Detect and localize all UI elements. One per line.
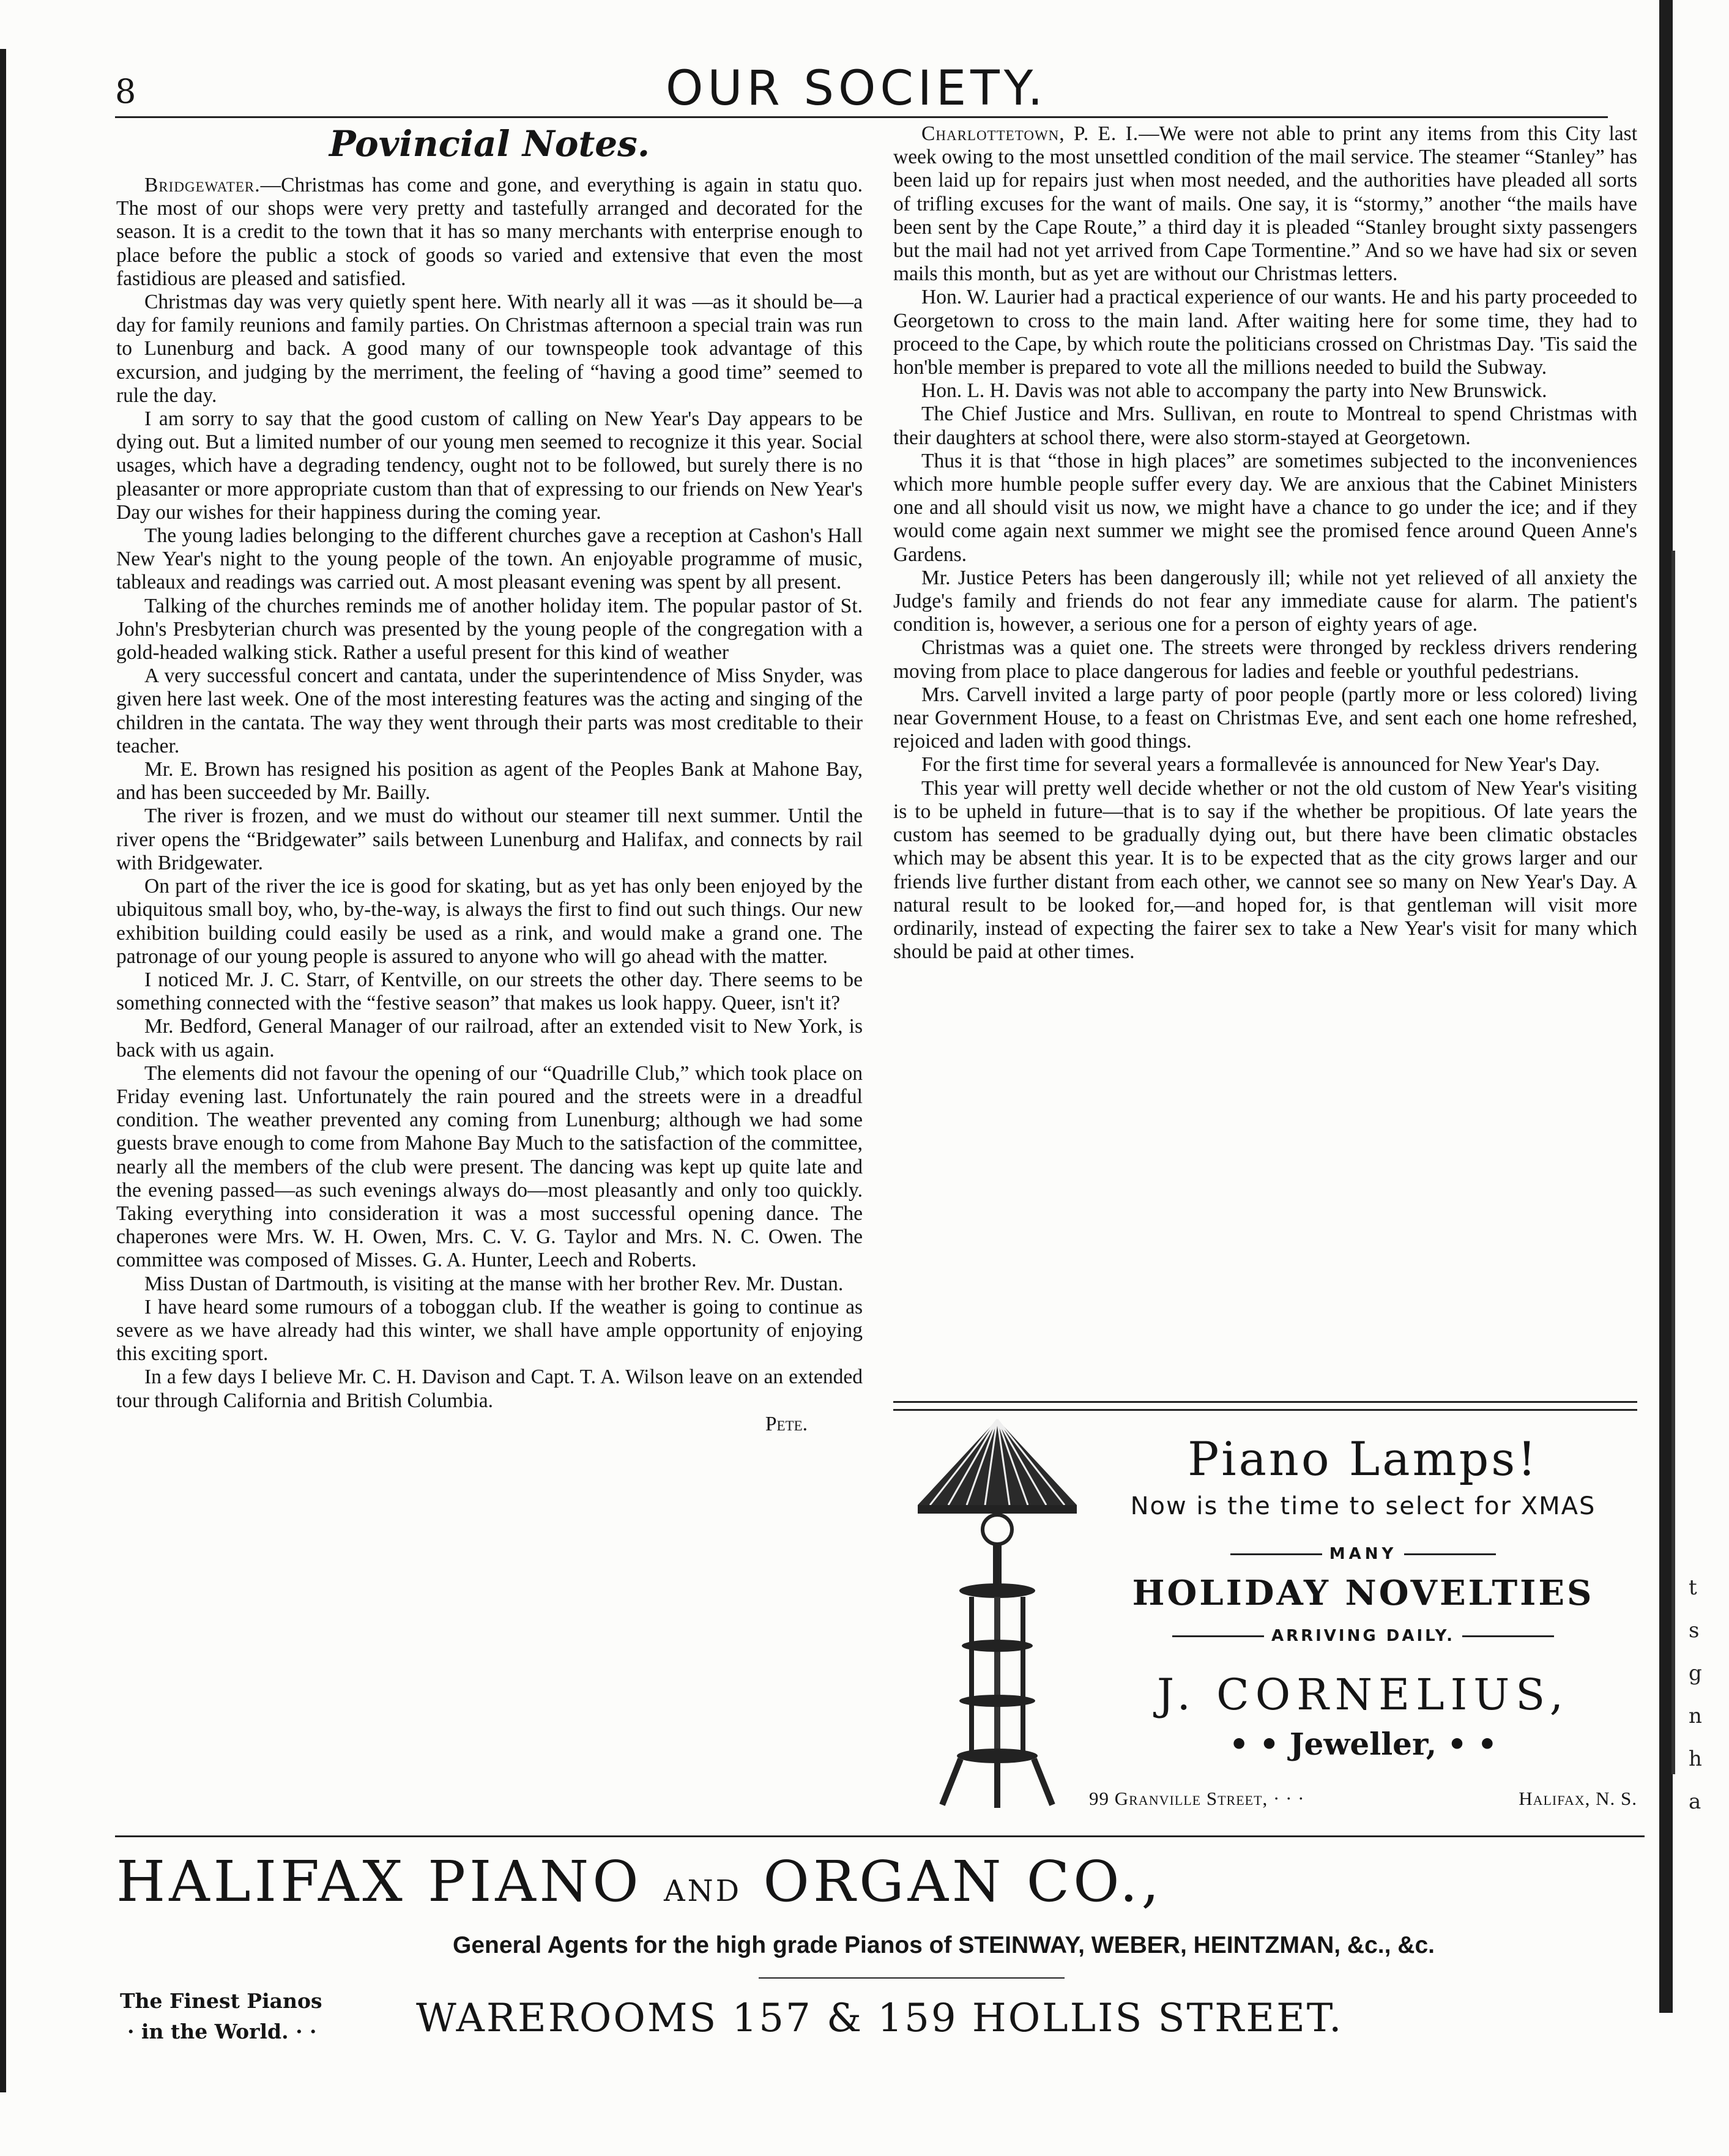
ad-merchant-trade: • • Jeweller, • • (1229, 1726, 1497, 1762)
right-column (893, 122, 1637, 964)
ad-headline: Piano Lamps! (1188, 1432, 1539, 1486)
dateline-place: Bridgewater. (144, 174, 261, 196)
dateline-place: Charlottetown, P. E. I. (921, 122, 1139, 145)
company-name-part: HALIFAX PIANO (116, 1849, 642, 1914)
article-paragraph: Hon. W. Laurier had a practical experience of our wants. He and his party proceeded to Georgetown to cross to the main land. After waiting here for some time, they had to proceed to the Cape, by which route the politicians crossed on Christmas Day. 'Tis said the hon'ble member is prepared to vote all the millions needed to build the Subway. (893, 286, 1637, 379)
margin-letter: n (1689, 1704, 1702, 1728)
finest-pianos-tagline (120, 1986, 322, 2047)
article-paragraph (116, 174, 863, 291)
advertisement-top-rule (893, 1401, 1637, 1411)
article-paragraph: I am sorry to say that the good custom of calling on New Year's Day appears to be dying out. But a limited number of our young men seemed to recognize it this year. Social usages, which have a degrading tendency, ought not to be followed, but surely there is no pleasanter or more appropriate custom than that of expressing to our friends on New Year's Day our wishes for their happiness during the coming year. (116, 407, 863, 524)
footer-divider (759, 1977, 1065, 1979)
article-paragraph: Talking of the churches reminds me of another holiday item. The popular pastor of St. John's Presbyterian church was presented by the young people of the congregation with a gold-headed walking stick. Rather a useful present for this kind of weather (116, 594, 863, 664)
footer-top-rule (115, 1835, 1645, 1837)
section-title: Povincial Notes. (329, 123, 650, 165)
article-paragraph: This year will pretty well decide whether or not the old custom of New Year's visiting is to be upheld in future—that is to say if the whether be propitious. Of late years the custom has seemed to be gradually dying out, but there have been climatic obstacles which may be absent this year. It is to be expected that as the city grows larger and our friends live further distant from each other, we cannot see so many on New Year's Day. A natural result to be looked for,—and hoped for, is that gentleman will visit more ordinarily, instead of expecting the fairer sex to take a New Year's visit for many which should be paid at other times. (893, 776, 1637, 964)
piano-agents-line: General Agents for the high grade Pianos of STEINWAY, WEBER, HEINTZMAN, &c., &c. (453, 1932, 1435, 1958)
paragraph-text: —Christmas has come and gone, and everything is again in statu quo. The most of our shops were very pretty and tastefully arranged and decorated for the season. It is a credit to the town that it has so many merchants with enterprise enough to place before the public a stock of goods so varied and extensive that even the most fastidious are pleased and satisfied. (116, 174, 863, 290)
ornament-dash (1462, 1635, 1554, 1637)
warerooms-address: WAREROOMS 157 & 159 HOLLIS STREET. (416, 1996, 1344, 2041)
article-paragraph: Christmas was a quiet one. The streets were thronged by reckless drivers rendering moving from place to place dangerous for ladies and feeble or youthful pedestrians. (893, 636, 1637, 683)
article-paragraph: Mr. E. Brown has resigned his position as agent of the Peoples Bank at Mahone Bay, and has been succeeded by Mr. Bailly. (116, 758, 863, 805)
article-paragraph: The river is frozen, and we must do without our steamer till next summer. Until the river opens the “Bridgewater” sails between Lunenburg and Halifax, and connects by rail with Bridgewater. (116, 805, 863, 874)
article-paragraph: I have heard some rumours of a toboggan club. If the weather is going to continue as severe as we have already had this winter, we shall have ample opportunity of enjoying this exciting sport. (116, 1295, 863, 1366)
margin-letter: g (1689, 1661, 1702, 1686)
article-signature: Pete. (765, 1412, 808, 1435)
ad-novelties: HOLIDAY NOVELTIES (1132, 1573, 1594, 1613)
ad-address (1089, 1788, 1637, 1810)
ad-many-text: MANY (1329, 1545, 1397, 1563)
tagline-line: The Finest Pianos (120, 1989, 322, 2013)
ad-arriving-text: ARRIVING DAILY. (1271, 1627, 1456, 1645)
ornament-dash (1230, 1553, 1322, 1555)
article-paragraph: The young ladies belonging to the different churches gave a reception at Cashon's Hall New Year's night to the young people of the town. An enjoyable programme of music, tableaux and readings was carried out. A most pleasant evening was spent by all present. (116, 524, 863, 594)
article-paragraph: In a few days I believe Mr. C. H. Davison and Capt. T. A. Wilson leave on an extended tour through California and British Columbia. (116, 1366, 863, 1412)
right-binding-edge (1659, 0, 1673, 2013)
right-binding-shadow (1671, 551, 1675, 1774)
company-name-and: AND (663, 1874, 742, 1908)
paper-title: OUR SOCIETY. (666, 61, 1047, 116)
article-paragraph: Thus it is that “those in high places” are sometimes subjected to the inconveniences which more humble people suffer every day. We are anxious that the Cabinet Ministers one and all should visit us now, we might have a chance to go under the ice; and if they would come again next summer we might see the promised fence around Queen Anne's Gardens. (893, 449, 1637, 566)
margin-letter: t (1689, 1575, 1697, 1600)
ad-address-city: Halifax, N. S. (1519, 1788, 1637, 1809)
article-paragraph: Hon. L. H. Davis was not able to accompany the party into New Brunswick. (921, 379, 1547, 403)
ornament-dash (1404, 1553, 1496, 1555)
masthead (115, 61, 1608, 118)
ad-merchant-name: J. CORNELIUS, (1157, 1670, 1569, 1720)
article-paragraph: Mr. Bedford, General Manager of our railroad, after an extended visit to New York, is back with us again. (116, 1015, 863, 1061)
article-paragraph: I noticed Mr. J. C. Starr, of Kentville, on our streets the other day. There seems to be something connected with the “festive season” that makes us look happy. Queer, isn't it? (116, 968, 863, 1015)
article-paragraph: On part of the river the ice is good for skating, but as yet has only been enjoyed by the ubiquitous small boy, who, by-the-way, is always the first to find out such things. Our new exhibition building could easily be used as a rink, and would make a grand one. The patronage of our young people is assured to anyone who will go ahead with the matter. (116, 875, 863, 968)
margin-letter: h (1689, 1747, 1702, 1771)
margin-letter: a (1689, 1790, 1701, 1814)
article-paragraph: A very successful concert and cantata, under the superintendence of Miss Snyder, was given here last week. One of the most interesting features was the acting and singing of the children in the cantata. The way they went through their parts was most creditable to their teacher. (116, 664, 863, 757)
ad-arriving-label (1089, 1627, 1637, 1645)
article-paragraph: The elements did not favour the opening of our “Quadrille Club,” which took place on Friday evening last. Unfortunately the rain poured and the streets were in a dreadful condition. The weather prevented any coming from Lunenburg; although we had some guests brave enough to come from Mahone Bay Much to the satisfaction of the committee, nearly all the members of the club were present. The dancing was kept up quite late and the evening passed—as such evenings always do—most pleasantly and only too quickly. Taking everything into consideration it was a most successful opening dance. The chaperones were Mrs. W. H. Owen, Mrs. C. V. G. Taylor and Mrs. N. C. Owen. The committee was composed of Misses. G. A. Hunter, Leech and Roberts. (116, 1061, 863, 1272)
article-paragraph: Christmas day was very quietly spent here. With nearly all it was —as it should be—a day for family reunions and family parties. On Christmas afternoon a special train was run to Lunenburg and back. A good many of our townspeople took advantage of this excursion, and judging by the merriment, the feeling of “having a good time” seemed to rule the day. (116, 291, 863, 407)
piano-lamps-advertisement (893, 1413, 1637, 1829)
page-number: 8 (115, 72, 136, 111)
article-paragraph (893, 122, 1637, 286)
article-paragraph: Mr. Justice Peters has been dangerously ill; while not yet relieved of all anxiety the Judge's family and friends do not fear any immediate cause for alarm. The patient's condition is, however, a serious one for a person of eighty years of age. (893, 566, 1637, 636)
left-binding-edge (0, 49, 6, 2092)
article-paragraph: Miss Dustan of Dartmouth, is visiting at the manse with her brother Rev. Mr. Dustan. (144, 1272, 844, 1295)
company-name-rest: ORGAN CO., (763, 1849, 1163, 1914)
piano-lamp-illustration (905, 1413, 1089, 1811)
advertisement-copy (1089, 1413, 1637, 1809)
ornament-dash (1172, 1635, 1264, 1637)
ad-address-street: 99 Granville Street, · · · (1089, 1788, 1305, 1809)
article-paragraph: Mrs. Carvell invited a large party of poor people (partly more or less colored) living near Government House, to a feast on Christmas Eve, and sent each one home refreshed, rejoiced and laden with good things. (893, 683, 1637, 753)
margin-bleed-letters (1689, 1566, 1713, 1823)
ad-many-label (1089, 1545, 1637, 1563)
article-paragraph: For the first time for several years a formallevée is announced for New Year's Day. (921, 753, 1600, 776)
ad-subheadline: Now is the time to select for XMAS (1130, 1492, 1596, 1520)
tagline-line: · in the World. · · (127, 2020, 317, 2043)
article-paragraph: The Chief Justice and Mrs. Sullivan, en route to Montreal to spend Christmas with their daughters at school there, were also storm-stayed at Georgetown. (893, 403, 1637, 449)
piano-company-name (116, 1849, 1163, 1914)
left-column (116, 122, 863, 1436)
paragraph-text: —We were not able to print any items from this City last week owing to the most unsettled condition of the mail service. The steamer “Stanley” has been laid up for repairs just when most needed, and the authorities have pleaded all sorts of trifling excuses for the want of mails. One say, it is “stormy,” another “the mails have been sent by the Cape Route,” a third day it is pleaded “Stanley brought sixty passengers but the mail had not yet arrived from Cape Tormentine.” And so we have had six or seven mails this month, but as yet are without our Christmas letters. (893, 122, 1638, 286)
margin-letter: s (1689, 1618, 1700, 1643)
